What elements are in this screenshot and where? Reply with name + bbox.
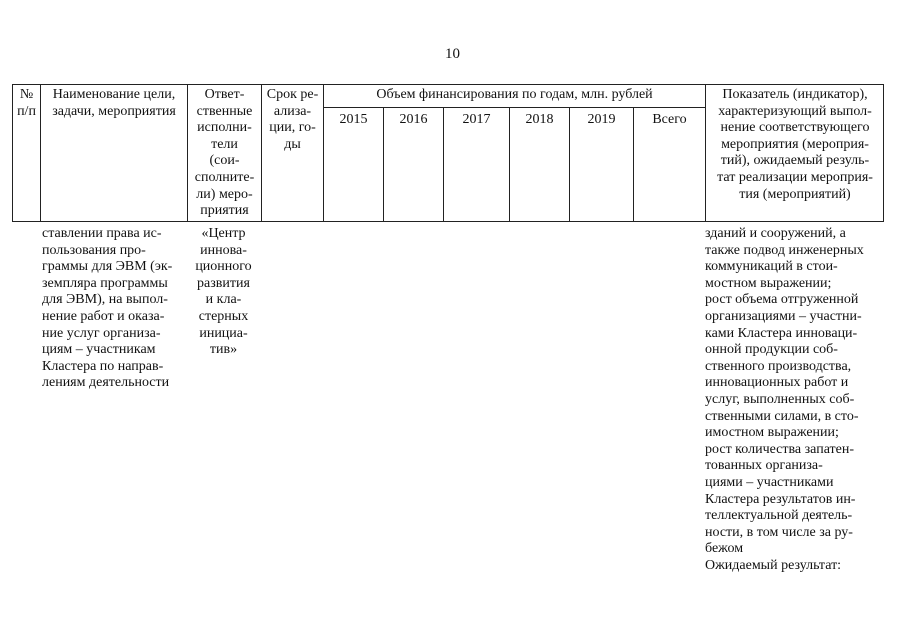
header-indicator: Показатель (индикатор), характеризующий выпол- нение соответствующего мероприятия (мероприя- тий), ожидаемый резуль- тат реализации мероприя- тия (мероприятий)	[717, 87, 873, 202]
table-header-grid	[12, 84, 884, 222]
row-name-cell: ставлении права ис- пользования про- граммы для ЭВМ (эк- земпляра программы для ЭВМ), на выпол- нение работ и оказа- ние услуг организа- циям – участникам Кластера по направ- лениям деятельности	[42, 226, 173, 391]
header-name: Наименование цели, задачи, мероприятия	[52, 87, 176, 119]
header-num: № п/п	[17, 87, 36, 119]
col-divider	[323, 85, 324, 221]
year-2015: 2015	[339, 112, 368, 127]
year-2018: 2018	[525, 112, 554, 127]
row-indicator-cell: зданий и сооружений, а также подвод инженерных коммуникаций в стои- мостном выражении; рост объема отгруженной организациями – участни- ками Кластера инноваци- онной продукции соб- ственного производства, инновационных работ и услуг, выполненных соб- ственными силами, в сто- имостном выражении; рост количества запатен- тованных организа- циями – участниками Кластера результатов ин- теллектуальной деятель- ности, в том числе за ру- бежом Ожидаемый результат:	[705, 226, 864, 573]
year-total: Всего	[652, 112, 687, 127]
row-responsible-cell: «Центр иннова- ционного развития и кла- стерных инициа- тив»	[195, 226, 252, 358]
funding-divider	[323, 107, 705, 108]
header-funding: Объем финансирования по годам, млн. рублей	[376, 87, 653, 102]
year-2016: 2016	[399, 112, 428, 127]
year-2017: 2017	[462, 112, 491, 127]
header-term: Срок ре- ализа- ции, го- ды	[266, 87, 319, 152]
header-responsible: Ответ- ственные исполни- тели (сои- сполните- ли) меро- приятия	[194, 87, 255, 219]
year-2019: 2019	[587, 112, 616, 127]
page-number: 10	[445, 46, 460, 62]
